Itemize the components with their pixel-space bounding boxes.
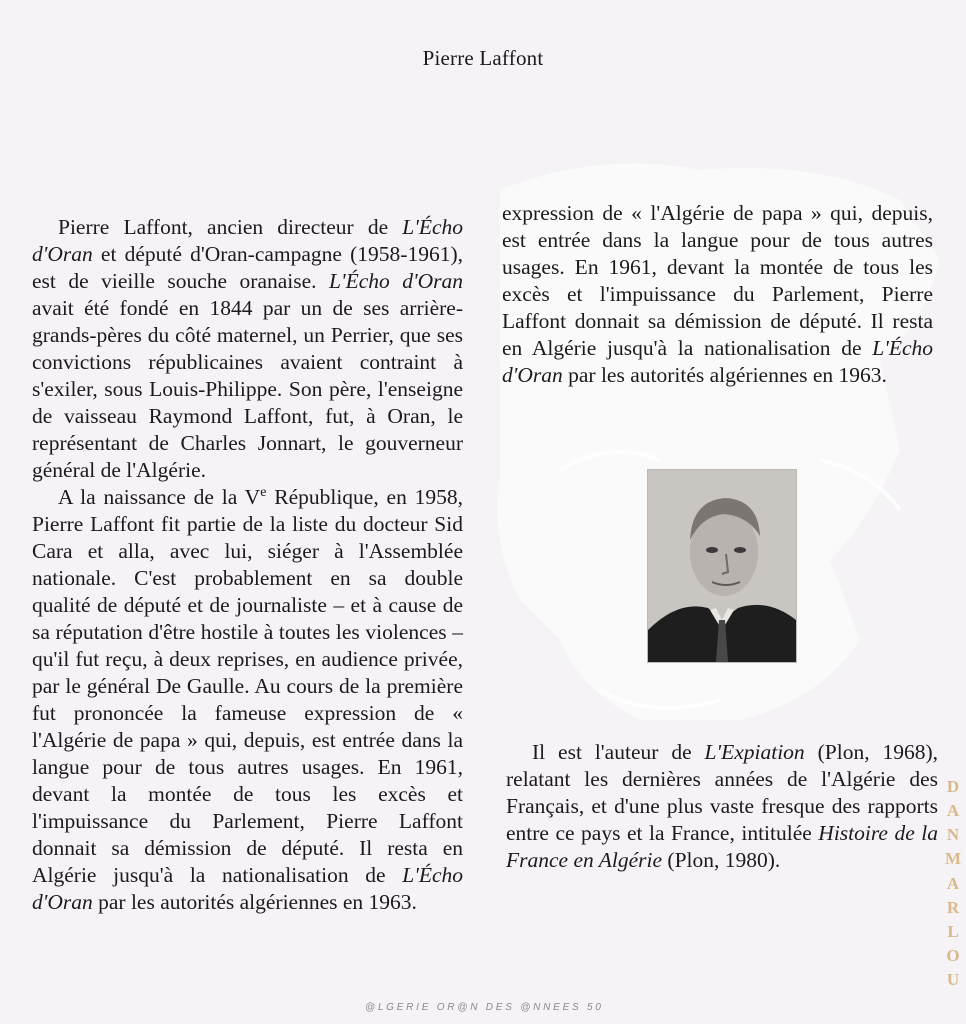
paragraph-political-career: A la naissance de la Ve République, en 1958, Pierre Laffont fit partie de la liste du docteur Sid Cara et alla, avec lui, siéger à l'Assemblée nationale. C'est probablement en sa double qualité de député et de journaliste – et à cause de sa réputation d'être hostile à toutes les violences – qu'il fut reçu, à deux reprises, en audience privée, par le général De Gaulle. Au cours de la première fut prononcée la fameuse expression de « l'Algérie de papa » qui, depuis, est entrée dans la langue pour de tous autres usages. En 1961, devant la montée de tous les excès et l'impuissance du Parlement, Pierre Laffont donnait sa démission de député. Il resta en Algérie jusqu'à la nationalisation de L'Écho d'Oran par les autorités algériennes en 1963. xyxy=(32,484,463,914)
watermark-letter: L xyxy=(947,921,959,941)
paragraph-works: Il est l'auteur de L'Expiation (Plon, 1968), relatant les dernières années de l'Algérie des Français, et d'une plus vaste fresque des rapports entre ce pays et la France, intitulée Histoire de la France en Algérie (Plon, 1980). xyxy=(506,740,939,872)
watermark-letter: R xyxy=(946,897,960,917)
watermark-letter: U xyxy=(946,970,960,989)
paragraph-continuation: expression de « l'Algérie de papa » qui, depuis, est entrée dans la langue pour de tous autres usages. En 1961, devant la montée de tous les excès et l'impuissance du Parlement, Pierre Laffont donnait sa démission de député. Il resta en Algérie jusqu'à la nationalisation de L'Écho d'Oran par les autorités algériennes en 1963. xyxy=(502,201,933,387)
paragraph-biography: Pierre Laffont, ancien directeur de L'Écho d'Oran et député d'Oran-campagne (1958-1961), est de vieille souche oranaise. L'Écho d'Oran avait été fondé en 1844 par un de ses arrière-grands-pères du côté maternel, un Perrier, que ses convictions républicaines avaient contraint à s'exiler, sous Louis-Philippe. Son père, l'enseigne de vaisseau Raymond Laffont, fut, à Oran, le représentant de Charles Jonnart, le gouverneur général de l'Algérie. xyxy=(32,215,463,482)
portrait-photo xyxy=(648,470,796,662)
right-column-bibliography xyxy=(506,739,938,874)
page-title: Pierre Laffont xyxy=(422,46,544,70)
watermark-letter: A xyxy=(946,873,960,893)
watermark-letter: D xyxy=(946,777,960,796)
portrait-image xyxy=(648,470,796,662)
vertical-watermark xyxy=(940,778,966,988)
right-column-duplicate-text xyxy=(502,200,933,389)
bottom-watermark: @ L G E R I E O R @ N D E S @ N N E E S 5 0 xyxy=(365,1002,601,1013)
watermark-letter: O xyxy=(946,945,960,965)
watermark-letter: M xyxy=(944,849,962,869)
watermark-letter: N xyxy=(946,825,960,845)
left-column-text xyxy=(32,214,463,916)
watermark-letter: A xyxy=(946,801,960,821)
